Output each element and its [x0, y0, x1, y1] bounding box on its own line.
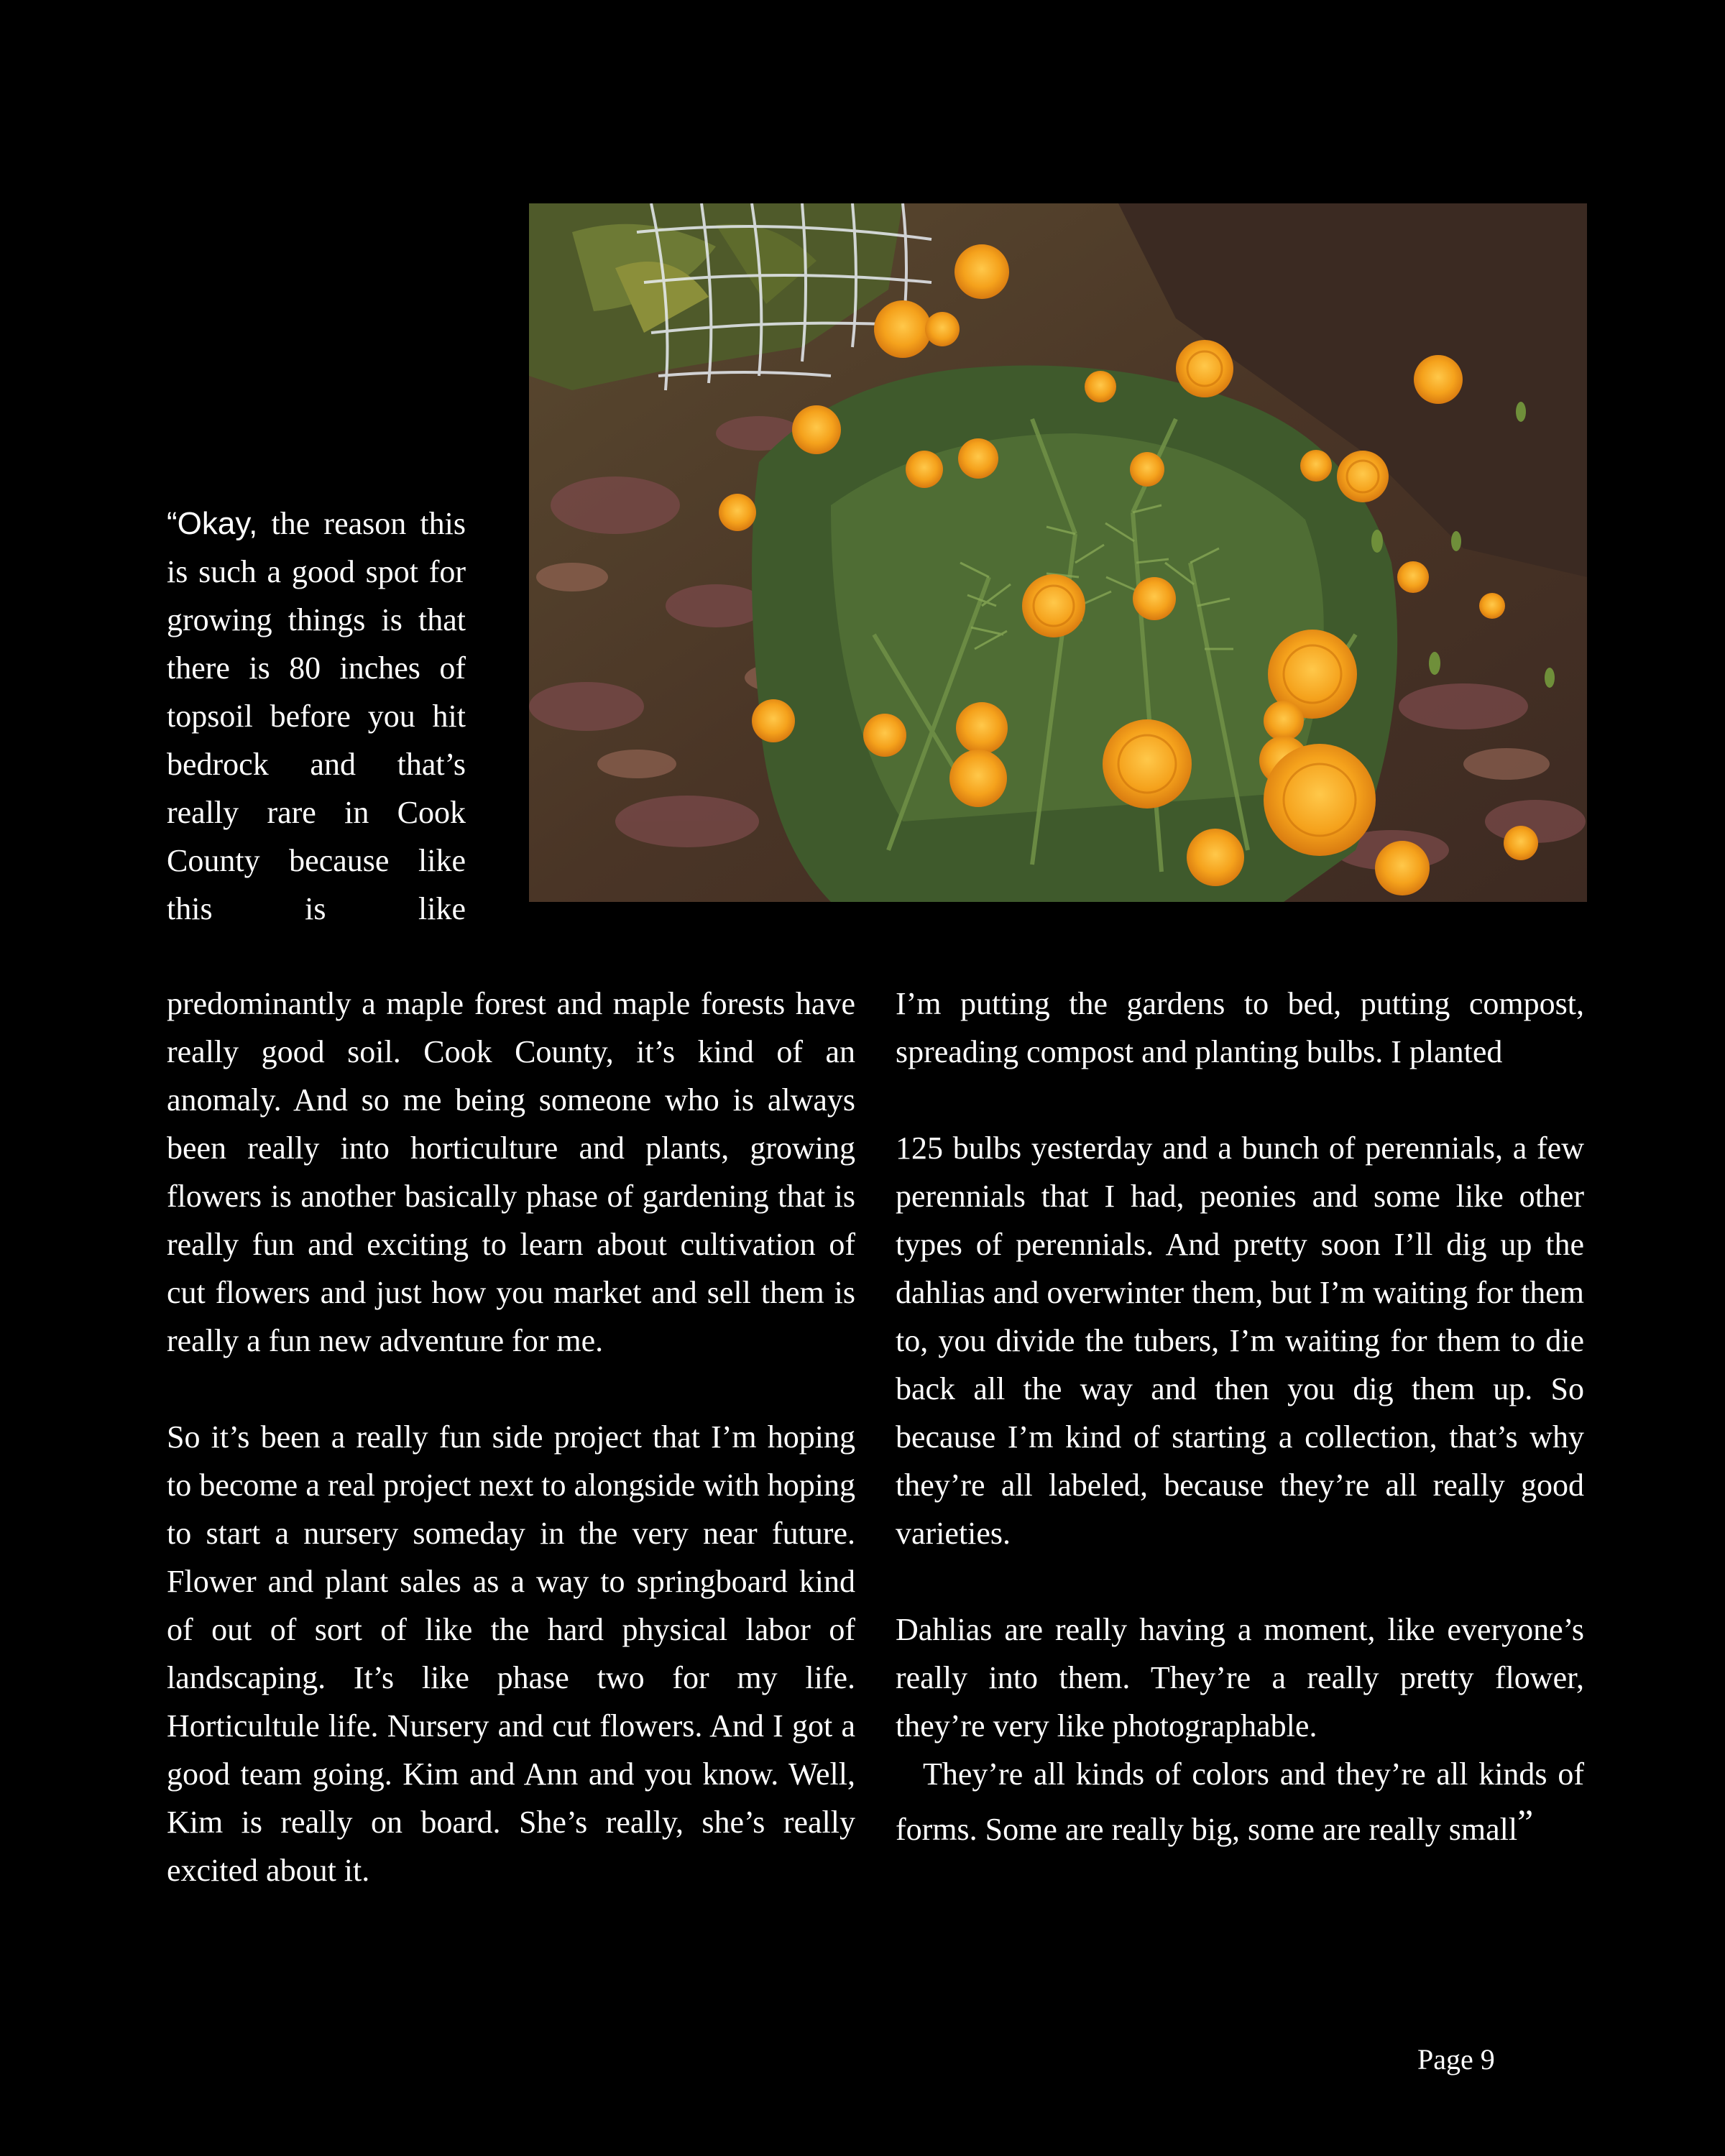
- right-paragraph-4: [896, 1750, 1584, 1853]
- right-column: [896, 980, 1584, 1853]
- article-intro: [167, 499, 466, 933]
- right-paragraph-2: 125 bulbs yesterday and a bunch of perennials, a few perennials that I had, peonies and some like other types of perennials. And pretty soon I’ll dig up the dahlias and overwinter them, but I’m waiting for them to, you divide the tubers, I’m waiting for them to die back all the way and then you dig them up. So because I’m kind of starting a collection, that’s why they’re all labeled, because they’re all really good varieties.: [896, 1130, 1584, 1551]
- opening-word: “Okay,: [167, 506, 258, 541]
- closing-quote: ”: [1517, 1802, 1534, 1842]
- page-number: Page 9: [1417, 2043, 1495, 2076]
- left-paragraph-2: So it’s been a really fun side project that I’m hoping to become a real project next to alongside with hoping to start a nursery someday in the very near future. Flower and plant sales as a way to springboard kind of out of sort of like the hard physical labor of landscaping. It’s like phase two for my life. Horticultule life. Nursery and cut flowers. And I got a good team going. Kim and Ann and you know. Well, Kim is really on board. She’s really, she’s really excited about it.: [167, 1419, 855, 1888]
- right-paragraph-4-text: They’re all kinds of colors and they’re all kinds of forms. Some are really big, some are really small: [896, 1756, 1584, 1847]
- left-column: [167, 980, 855, 1894]
- marigold-garden-photo: [529, 203, 1587, 902]
- right-paragraph-1: I’m putting the gardens to bed, putting compost, spreading compost and planting bulbs. I planted: [896, 986, 1584, 1069]
- right-paragraph-3: Dahlias are really having a moment, like everyone’s really into them. They’re a really pretty flower, they’re very like photographable.: [896, 1612, 1584, 1743]
- intro-text: the reason this is such a good spot for growing things is that there is 80 inches of topsoil before you hit bedrock and that’s really rare in Cook County because like this is like: [167, 506, 466, 926]
- photo-illustration: [529, 203, 1587, 902]
- left-paragraph-1: predominantly a maple forest and maple forests have really good soil. Cook County, it’s kind of an anomaly. And so me being someone who is always been really into horticulture and plants, growing flowers is another basically phase of gardening that is really fun and exciting to learn about cultivation of cut flowers and just how you market and sell them is really a fun new adventure for me.: [167, 986, 855, 1358]
